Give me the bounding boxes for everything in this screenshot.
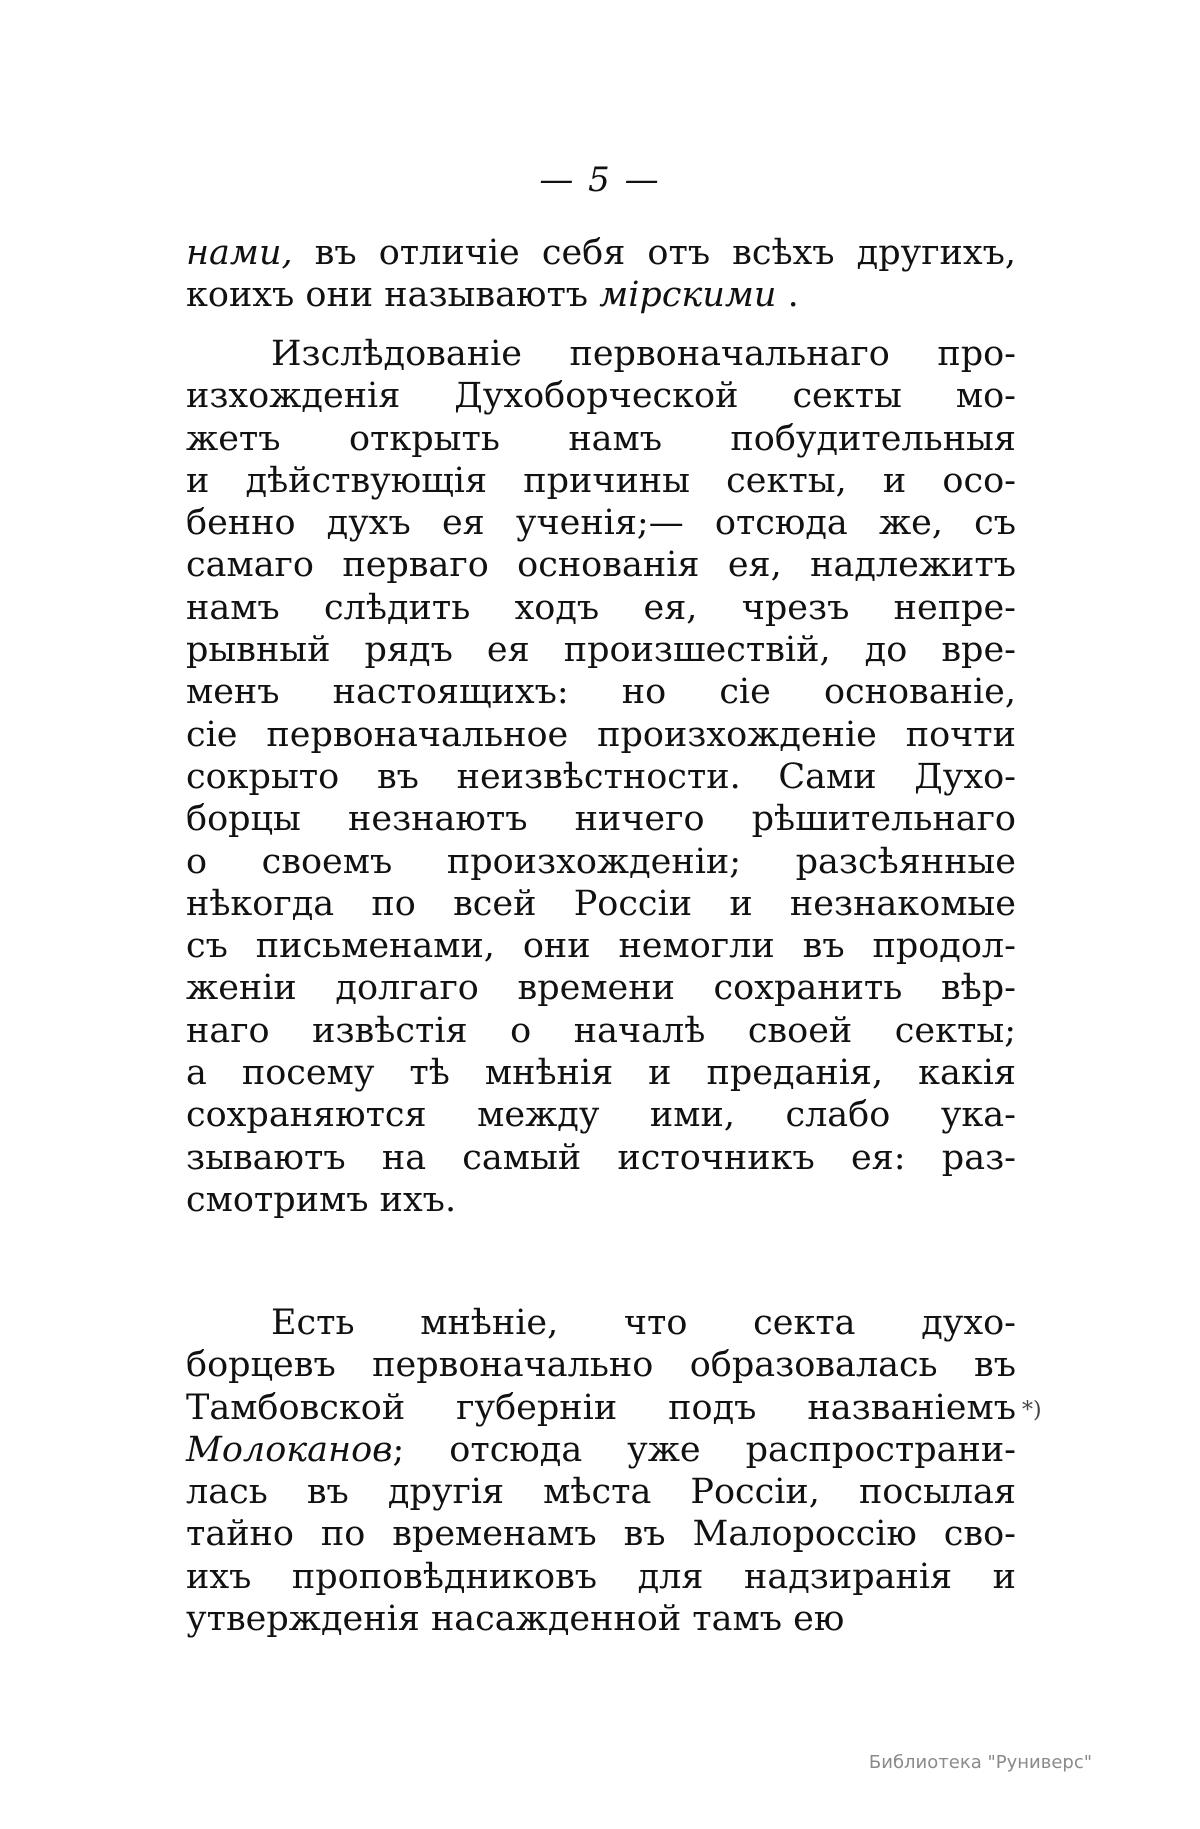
text-line xyxy=(186,544,1016,586)
text-segment: и дѣйствующія причины секты, и осо- xyxy=(186,460,1016,501)
text-line xyxy=(186,1137,1016,1179)
text-line xyxy=(186,967,1016,1009)
text-line xyxy=(186,1471,1016,1513)
text-line xyxy=(186,502,1016,544)
text-segment: сокрыто въ неизвѣстности. Сами Духо- xyxy=(186,756,1016,797)
text-line xyxy=(186,1513,1016,1555)
text-segment: Тамбовской губерніи подъ названіемъ xyxy=(186,1387,1016,1428)
text-line xyxy=(186,629,1016,671)
text-segment: а посему тѣ мнѣнія и преданія, какія xyxy=(186,1053,1016,1094)
text-segment: бенно духъ ея ученія;— отсюда же, съ xyxy=(186,503,1016,544)
text-segment: утвержденія насажденной тамъ ею xyxy=(186,1599,845,1640)
text-line xyxy=(186,1094,1016,1136)
text-segment: зываютъ на самый источникъ ея: раз- xyxy=(186,1137,1016,1178)
text-line xyxy=(186,1429,1016,1471)
text-segment: сохраняются между ими, слабо ука- xyxy=(186,1095,1016,1136)
text-line xyxy=(186,841,1016,883)
text-line xyxy=(186,1387,1016,1429)
text-segment: смотримъ ихъ. xyxy=(186,1179,457,1220)
text-segment: намъ слѣдить ходъ ея, чрезъ непре- xyxy=(186,587,1016,628)
text-line xyxy=(186,418,1016,460)
text-line xyxy=(186,274,1016,316)
text-line xyxy=(186,671,1016,713)
text-line xyxy=(186,1556,1016,1598)
text-segment: менъ настоящихъ: но сіе основаніе, xyxy=(186,672,1016,713)
text-segment: борцы незнаютъ ничего рѣшительнаго xyxy=(186,799,1016,840)
paragraph-continuation xyxy=(186,232,1016,317)
library-watermark: Библиотека "Руниверс" xyxy=(868,1752,1092,1773)
italic-text-segment: нами, xyxy=(186,233,293,273)
text-segment: Есть мнѣніе, что секта духо- xyxy=(271,1303,1016,1343)
text-segment: самаго перваго основанія ея, надлежитъ xyxy=(186,545,1016,586)
text-segment: въ отличіе себя отъ всѣхъ другихъ, xyxy=(292,233,1016,273)
text-segment: борцевъ первоначально образовалась въ xyxy=(186,1345,1016,1386)
text-segment: изхожденія Духоборческой секты мо- xyxy=(186,376,1016,417)
text-line xyxy=(186,925,1016,967)
text-line xyxy=(186,232,1016,274)
text-segment: съ письменами, они немогли въ продол- xyxy=(186,926,1016,967)
text-segment: лась въ другія мѣста Россіи, посылая xyxy=(186,1472,1016,1513)
paragraph-origin-research xyxy=(186,333,1016,1221)
text-segment: ; отсюда уже распространи- xyxy=(392,1429,1016,1470)
text-segment: о своемъ произхожденіи; разсѣянные xyxy=(186,841,1016,882)
text-segment: нѣкогда по всей Россіи и незнакомые xyxy=(186,883,1016,924)
text-line xyxy=(186,883,1016,925)
page-number: — 5 — xyxy=(539,160,661,200)
text-segment: рывный рядъ ея произшествій, до вре- xyxy=(186,630,1016,671)
paragraph-molokan-opinion xyxy=(186,1302,1016,1640)
text-line xyxy=(186,1179,1016,1221)
text-line xyxy=(186,375,1016,417)
text-segment: наго извѣстія о началѣ своей секты; xyxy=(186,1010,1016,1051)
text-segment: ихъ проповѣдниковъ для надзиранія и xyxy=(186,1556,1016,1597)
text-line xyxy=(186,1598,1016,1640)
text-line xyxy=(186,1010,1016,1052)
text-line xyxy=(186,714,1016,756)
text-segment: Изслѣдованіе первоначальнаго про- xyxy=(271,334,1016,374)
text-segment: сіе первоначальное произхожденіе почти xyxy=(186,714,1016,755)
text-segment: жетъ открыть намъ побудительныя xyxy=(186,418,1016,459)
text-line xyxy=(186,798,1016,840)
text-segment: . xyxy=(776,275,799,316)
text-segment: тайно по временамъ въ Малороссію сво- xyxy=(186,1514,1016,1555)
italic-text-segment: Молоканов xyxy=(186,1429,393,1470)
text-line xyxy=(186,1052,1016,1094)
text-line xyxy=(186,1302,1016,1344)
footnote-marker: *) xyxy=(1022,1398,1042,1423)
text-segment: женіи долгаго времени сохранить вѣр- xyxy=(186,968,1016,1009)
text-line xyxy=(186,460,1016,502)
text-line xyxy=(186,756,1016,798)
text-line xyxy=(186,333,1016,375)
italic-text-segment: мірскими xyxy=(599,275,777,316)
text-line xyxy=(186,1344,1016,1386)
text-segment: коихъ они называютъ xyxy=(186,275,600,316)
text-line xyxy=(186,587,1016,629)
